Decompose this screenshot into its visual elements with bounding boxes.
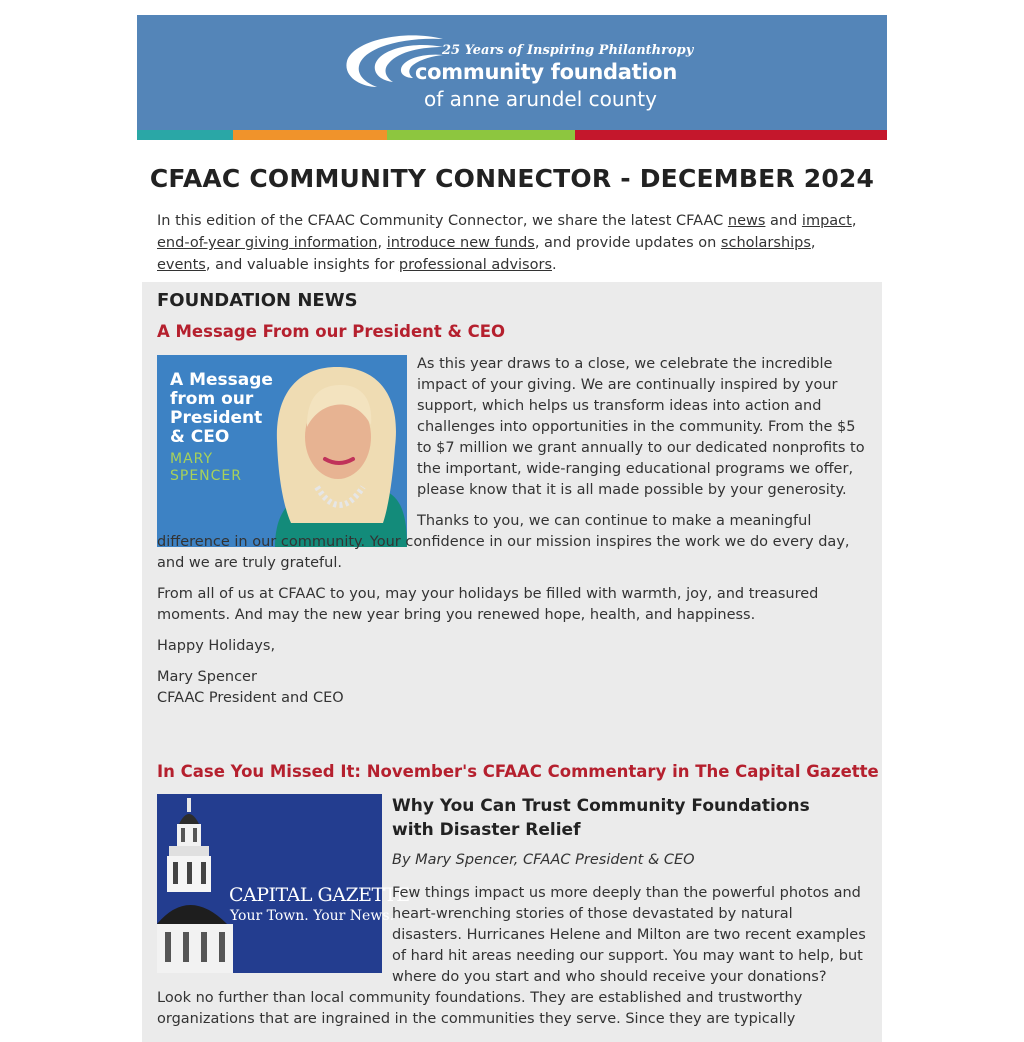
article-paragraph-2: Look no further than local community foundations. They are established and trustworthy organizations that are ingrained in the communities they serve. Since they are typically bbox=[157, 990, 803, 1027]
article-title[interactable]: Why You Can Trust Community Foundations with Disaster Relief bbox=[392, 796, 810, 840]
org-name-line2: of anne arundel county bbox=[424, 87, 657, 111]
ceo-image-name-line: SPENCER bbox=[170, 468, 242, 484]
signature-name: Mary Spencer bbox=[157, 669, 257, 685]
stripe-orange bbox=[233, 130, 387, 140]
giving-info-link[interactable]: end-of-year giving information bbox=[157, 235, 378, 251]
intro-text: , and valuable insights for bbox=[205, 257, 399, 273]
newsletter bbox=[137, 15, 887, 1027]
ceo-image-line: President bbox=[170, 408, 263, 428]
ceo-image-name-line: MARY bbox=[170, 451, 214, 467]
ceo-message-paragraph-3: From all of us at CFAAC to you, may your holidays be filled with warmth, joy, and treasured moments. And may the new year bring you renewed hope, health, and happiness. bbox=[157, 586, 819, 623]
state-house-dome-icon bbox=[157, 794, 237, 973]
intro-text: and bbox=[765, 213, 802, 229]
intro-text: In this edition of the CFAAC Community Connector, we share the latest CFAAC bbox=[157, 213, 728, 229]
gazette-logo-tagline: Your Town. Your News. bbox=[230, 908, 394, 924]
news-link[interactable]: news bbox=[727, 213, 766, 229]
org-name-line1: community foundation bbox=[415, 60, 678, 84]
intro-text: , bbox=[851, 213, 857, 229]
color-stripe bbox=[137, 130, 887, 140]
new-funds-link[interactable]: introduce new funds bbox=[386, 235, 535, 251]
header-banner bbox=[137, 15, 887, 140]
gazette-logo-name: CAPITAL GAZETTE bbox=[229, 884, 410, 906]
ceo-image-line: from our bbox=[170, 389, 254, 409]
capital-gazette-image[interactable] bbox=[157, 794, 410, 973]
impact-link[interactable]: impact bbox=[801, 213, 852, 229]
article-paragraph-1: Few things impact us more deeply than the powerful photos and heart-wrenching stories of those devastated by natural disasters. Hurricanes Helene and Milton are two recent examples of hard hit areas needing our support. You may want to help, but where do you start and who should receive your donations? bbox=[392, 885, 866, 985]
section-title: FOUNDATION NEWS bbox=[157, 290, 358, 311]
header-tagline: 25 Years of Inspiring Philanthropy bbox=[442, 43, 694, 58]
scholarships-link[interactable]: scholarships bbox=[720, 235, 811, 251]
stripe-red bbox=[575, 130, 887, 140]
ceo-message-paragraph-2: Thanks to you, we can continue to make a meaningful difference in our community. Your confidence in our mission inspires the work we do every day, and we are truly grateful. bbox=[157, 513, 850, 571]
ceo-image-line: A Message bbox=[170, 370, 273, 390]
ceo-image-line: & CEO bbox=[170, 427, 230, 447]
events-link[interactable]: events bbox=[157, 257, 206, 273]
foundation-news-panel bbox=[142, 282, 882, 1042]
ceo-image-name bbox=[170, 451, 242, 485]
intro-text: , and provide updates on bbox=[534, 235, 721, 251]
gazette-heading: In Case You Missed It: November's CFAAC Commentary in The Capital Gazette bbox=[157, 762, 879, 781]
ceo-message-paragraph-1: As this year draws to a close, we celebrate the incredible impact of your giving. We are continually inspired by your support, which helps us transform ideas into action and challenges into opportunities in the community. From the $5 to $7 million we grant annually to our dedicated nonprofits to the important, wide-ranging educational programs we offer, please know that it is all made possible by your generosity. bbox=[417, 356, 865, 498]
intro-paragraph bbox=[157, 210, 867, 276]
intro-text: , bbox=[377, 235, 387, 251]
intro-text: . bbox=[552, 257, 557, 273]
page-title: CFAAC COMMUNITY CONNECTOR - DECEMBER 2024 bbox=[149, 164, 875, 193]
stripe-teal bbox=[137, 130, 233, 140]
professional-advisors-link[interactable]: professional advisors bbox=[398, 257, 552, 273]
ceo-image-caption bbox=[170, 371, 273, 447]
signature-title: CFAAC President and CEO bbox=[157, 690, 344, 706]
intro-text: , bbox=[810, 235, 816, 251]
article-byline: By Mary Spencer, CFAAC President & CEO bbox=[392, 852, 695, 868]
ceo-message-heading: A Message From our President & CEO bbox=[157, 322, 506, 341]
stripe-green bbox=[387, 130, 575, 140]
closing-line: Happy Holidays, bbox=[157, 638, 276, 654]
